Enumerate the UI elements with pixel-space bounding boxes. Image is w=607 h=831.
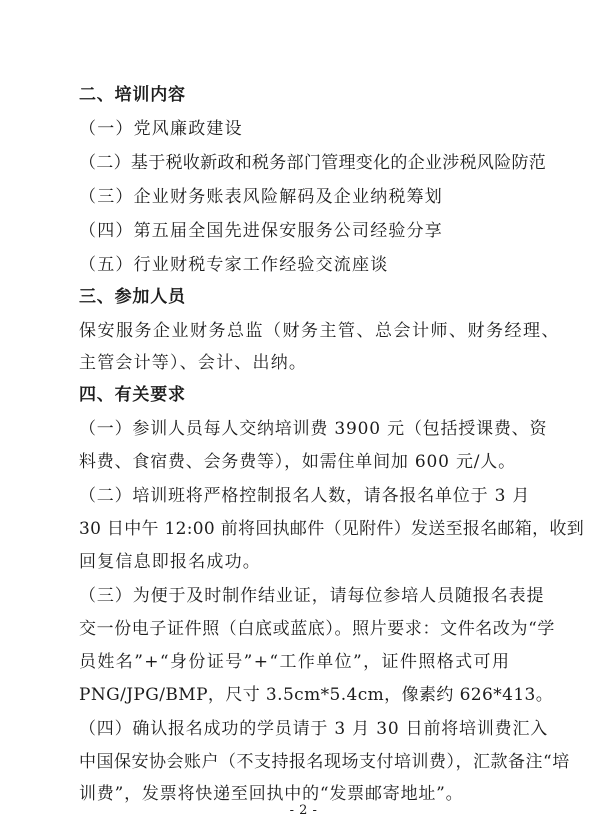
section-heading-content: 二、培训内容 (79, 85, 186, 105)
content-item-3: （三）企业财务账表风险解码及企业纳税筹划 (79, 187, 443, 207)
requirement-2-line-1: （二）培训班将严格控制报名人数，请各报名单位于 3 月 (79, 486, 531, 506)
section-heading-requirements: 四、有关要求 (79, 385, 186, 405)
content-item-5: （五）行业财税专家工作经验交流座谈 (79, 255, 389, 275)
requirement-4-line-2: 中国保安协会账户（不支持报名现场支付培训费），汇款备注“培 (79, 752, 570, 772)
requirement-4-line-1: （四）确认报名成功的学员请于 3 月 30 日前将培训费汇入 (79, 719, 549, 739)
content-item-4: （四）第五届全国先进保安服务公司经验分享 (79, 221, 443, 241)
requirement-1-line-1: （一）参训人员每人交纳培训费 3900 元（包括授课费、资 (79, 419, 548, 439)
participants-line-2: 主管会计等）、会计、出纳。 (79, 353, 308, 373)
participants-line-1: 保安服务企业财务总监（财务主管、总会计师、财务经理、 (79, 321, 560, 341)
page-number: - 2 - (289, 803, 318, 818)
requirement-2-line-3: 回复信息即报名成功。 (79, 552, 261, 572)
requirement-2-line-2: 30 日中午 12:00 前将回执邮件（见附件）发送至报名邮箱，收到 (79, 519, 585, 539)
requirement-3-line-3: 员姓名”+“身份证号”+“工作单位”，证件照格式可用 (79, 652, 511, 672)
content-item-2: （二）基于税收新政和税务部门管理变化的企业涉税风险防范 (79, 153, 547, 173)
requirement-3-line-4: PNG/JPG/BMP，尺寸 3.5cm*5.4cm，像素约 626*413。 (79, 685, 554, 705)
requirement-4-line-3: 训费”，发票将快递至回执中的“发票邮寄地址”。 (79, 784, 464, 804)
requirement-3-line-2: 交一份电子证件照（白底或蓝底）。照片要求：文件名改为“学 (79, 619, 555, 639)
requirement-3-line-1: （三）为便于及时制作结业证，请每位参培人员随报名表提 (79, 586, 545, 606)
section-heading-participants: 三、参加人员 (79, 287, 186, 307)
requirement-1-line-2: 料费、食宿费、会务费等），如需住单间加 600 元/人。 (79, 452, 516, 472)
content-item-1: （一）党风廉政建设 (79, 119, 243, 139)
